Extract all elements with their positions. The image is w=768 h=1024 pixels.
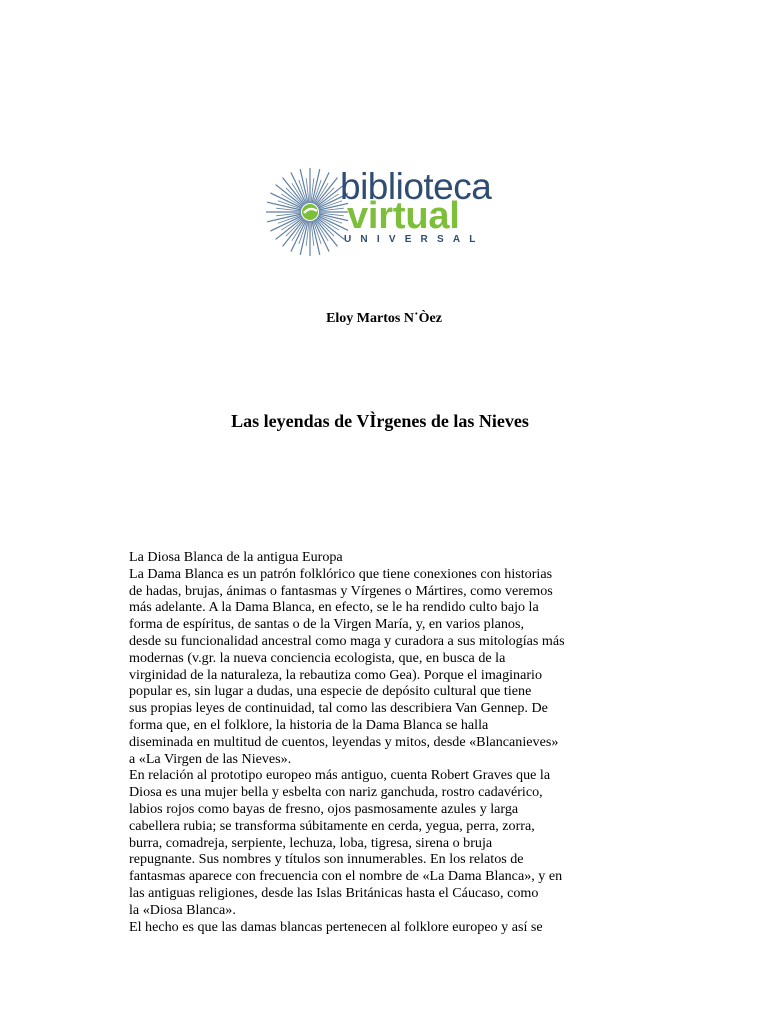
text-line: popular es, sin lugar a dudas, una especie de depósito cultural que tiene <box>129 683 532 700</box>
text-line: La Diosa Blanca de la antigua Europa <box>129 549 343 565</box>
text-line: de hadas, brujas, ánimas o fantasmas y Vírgenes o Mártires, como veremos <box>129 582 553 599</box>
text-line: repugnante. Sus nombres y títulos son innumerables. En los relatos de <box>129 851 524 868</box>
logo-word-virtual: virtual <box>347 195 460 237</box>
text-line: La Dama Blanca es un patrón folklórico que tiene conexiones con historias <box>129 565 553 582</box>
text-line: a «La Virgen de las Nieves». <box>129 750 292 767</box>
text-line: más adelante. A la Dama Blanca, en efecto, se le ha rendido culto bajo la <box>129 599 539 616</box>
logo-word-universal: UNIVERSAL <box>344 234 485 245</box>
text-line: cabellera rubia; se transforma súbitamente en cerda, yegua, perra, zorra, <box>129 817 535 834</box>
text-line: En relación al prototipo europeo más antiguo, cuenta Robert Graves que la <box>129 767 551 784</box>
logo-word-biblioteca: biblioteca <box>340 166 492 207</box>
text-line: burra, comadreja, serpiente, lechuza, loba, tigresa, sirena o bruja <box>129 834 493 851</box>
text-line: sus propias leyes de continuidad, tal como las describiera Van Gennep. De <box>129 700 548 717</box>
text-line: labios rojos como bayas de fresno, ojos pasmosamente azules y larga <box>129 800 519 817</box>
body-text <box>129 549 629 935</box>
text-line: forma que, en el folklore, la historia de la Dama Blanca se halla <box>129 716 489 733</box>
text-line: modernas (v.gr. la nueva conciencia ecologista, que, en busca de la <box>129 649 506 666</box>
text-line: El hecho es que las damas blancas pertenecen al folklore europeo y así se <box>129 918 543 935</box>
text-line: fantasmas aparece con frecuencia con el nombre de «La Dama Blanca», y en <box>129 868 563 885</box>
text-line: virginidad de la naturaleza, la rebautiza como Gea). Porque el imaginario <box>129 666 542 683</box>
biblioteca-virtual-logo <box>258 164 508 264</box>
text-line: las antiguas religiones, desde las Islas Británicas hasta el Cáucaso, como <box>129 884 539 901</box>
text-line: diseminada en multitud de cuentos, leyendas y mitos, desde «Blancanieves» <box>129 733 559 750</box>
text-line: desde su funcionalidad ancestral como maga y curadora a sus mitologías más <box>129 632 565 649</box>
text-line: forma de espíritus, de santas o de la Virgen María, y, en varios planos, <box>129 616 524 633</box>
document-title: Las leyendas de VÌrgenes de las Nieves <box>231 411 529 431</box>
text-line: la «Diosa Blanca». <box>129 901 236 918</box>
sunburst-icon <box>258 164 348 264</box>
author-name: Eloy Martos N˙Òez <box>326 311 442 326</box>
text-line: Diosa es una mujer bella y esbelta con nariz ganchuda, rostro cadavérico, <box>129 784 543 801</box>
